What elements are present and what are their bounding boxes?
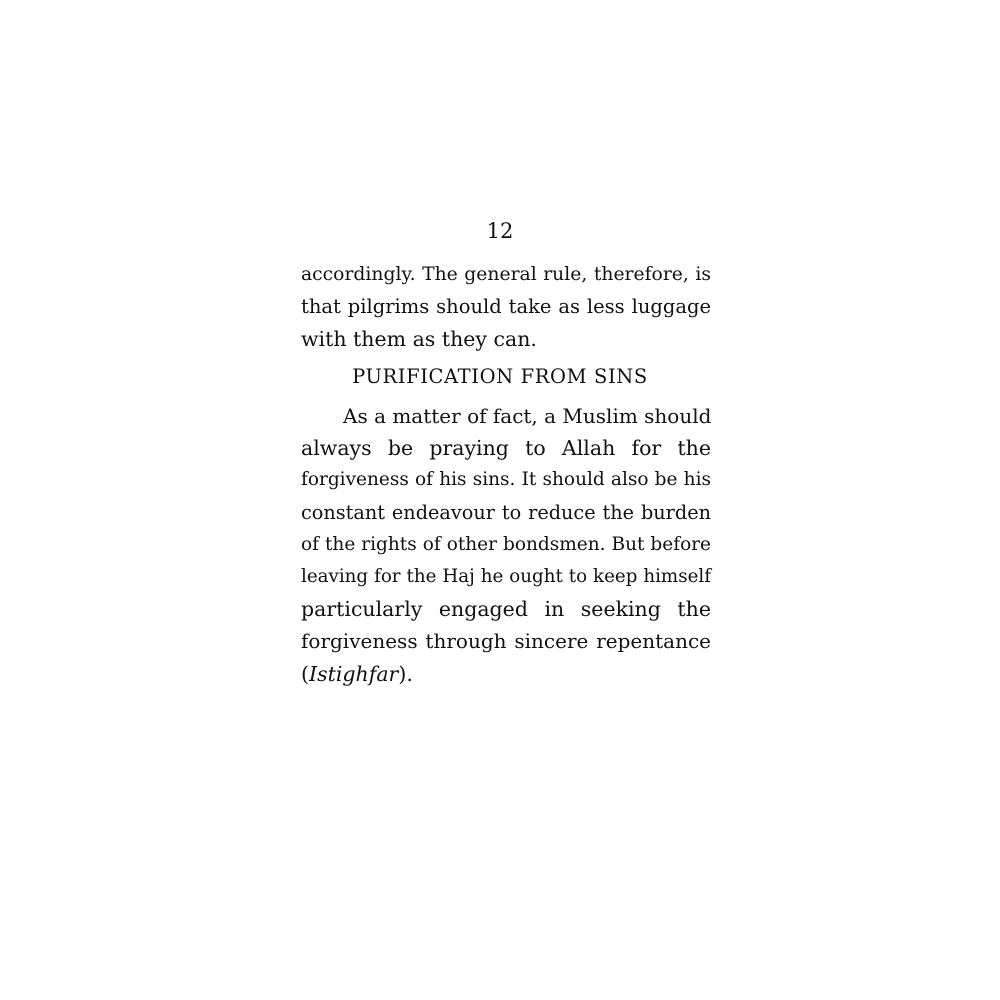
open-paren: (: [301, 661, 309, 686]
section-heading: PURIFICATION FROM SINS: [352, 365, 648, 388]
text-line: of the rights of other bondsmen. But before: [301, 533, 711, 555]
italic-term: Istighfar: [309, 661, 399, 686]
text-line: constant endeavour to reduce the burden: [301, 500, 711, 524]
text-line: that pilgrims should take as less luggage: [301, 295, 711, 319]
text-line: with them as they can.: [301, 327, 537, 352]
text-line: forgiveness through sincere repentance: [301, 629, 711, 654]
final-text-line: [301, 658, 711, 690]
text-line: particularly engaged in seeking the: [301, 597, 711, 622]
close-paren: ).: [398, 661, 413, 686]
page-number: 12: [486, 219, 514, 243]
text-line: forgiveness of his sins. It should also be his: [301, 469, 711, 491]
text-line: accordingly. The general rule, therefore, is: [301, 264, 711, 285]
text-line: leaving for the Haj he ought to keep himself: [301, 565, 711, 587]
section-paragraph: [301, 400, 711, 690]
text-line: As a matter of fact, a Muslim should: [343, 404, 712, 428]
continuation-paragraph: [301, 259, 711, 356]
text-line: always be praying to Allah for the: [301, 436, 711, 461]
